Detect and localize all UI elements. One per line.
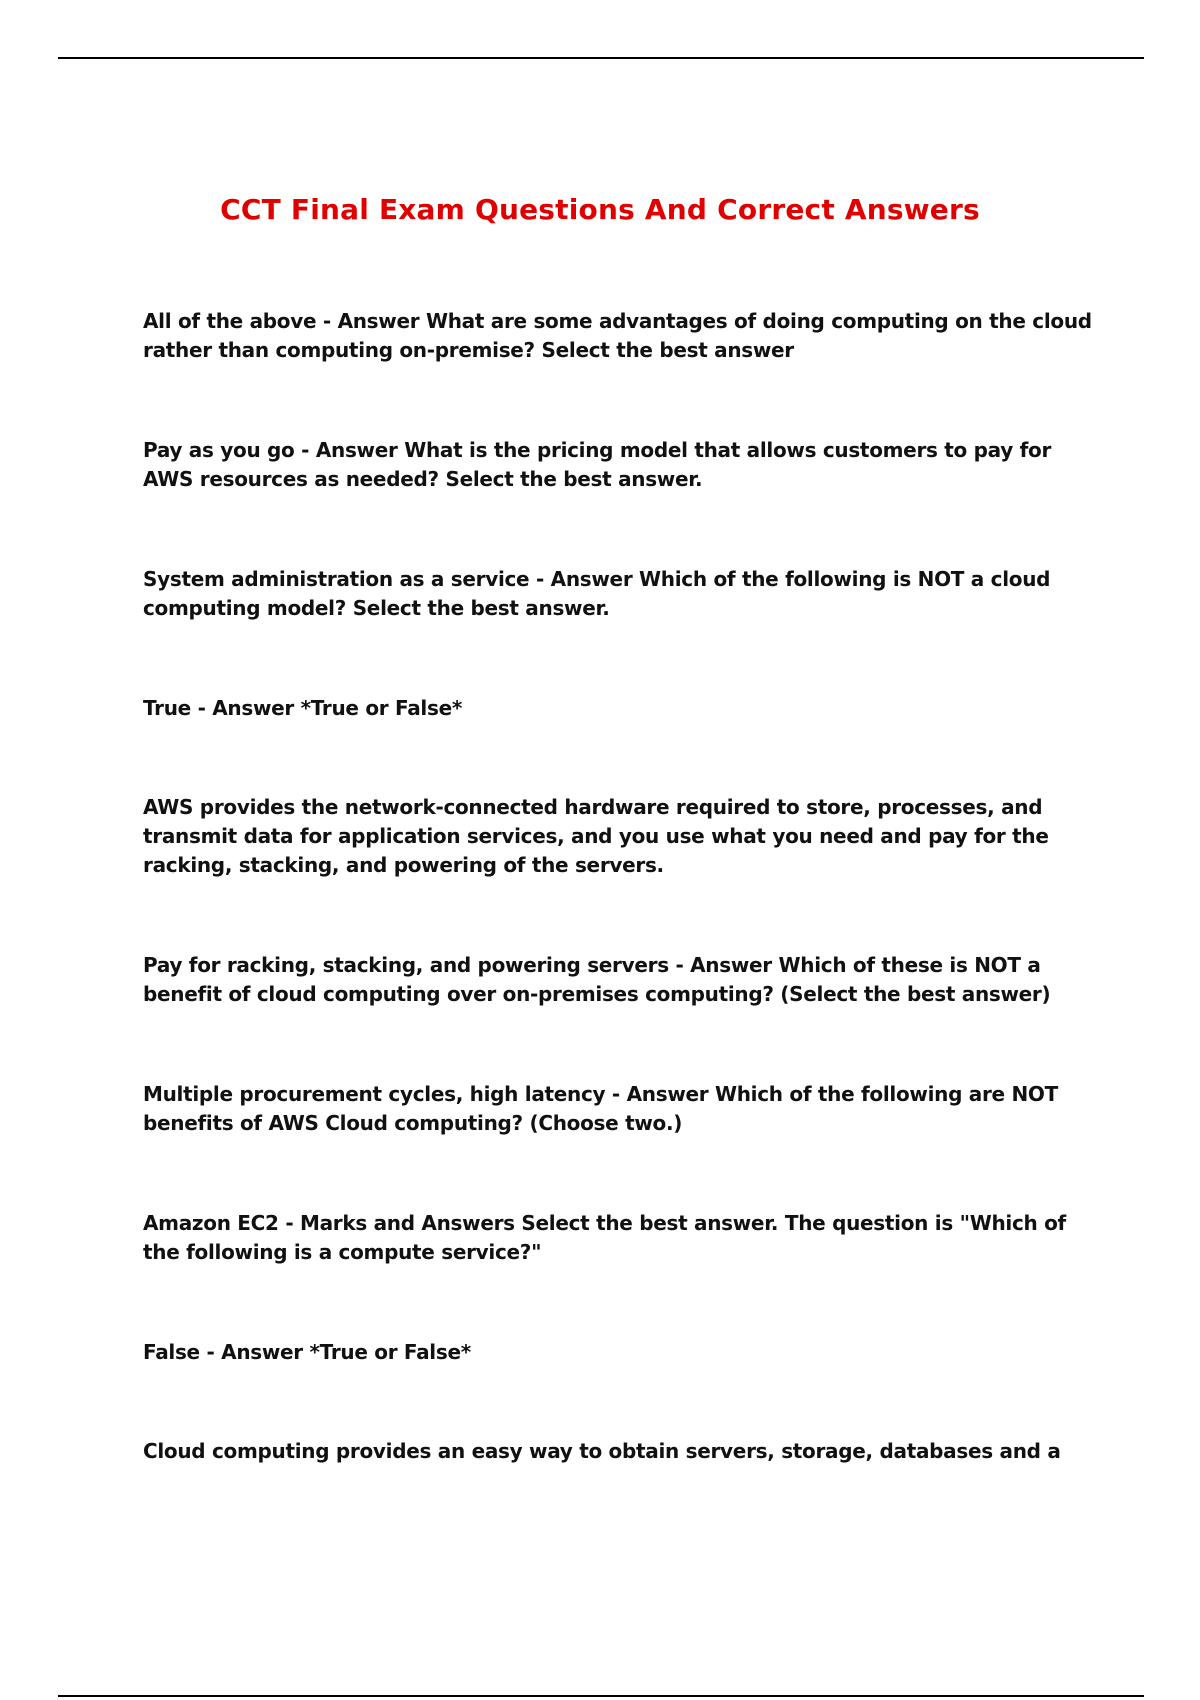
- footer-rule: [58, 1695, 1144, 1697]
- qa-paragraph: Cloud computing provides an easy way to obtain servers, storage, databases and a: [143, 1439, 1061, 1463]
- qa-paragraph: True - Answer *True or False*: [143, 696, 462, 720]
- qa-paragraph: False - Answer *True or False*: [143, 1340, 471, 1364]
- qa-paragraph: Pay for racking, stacking, and powering servers - Answer Which of these is NOT a benefit of cloud computing over on-premises computing? (Select the best answer): [143, 953, 1051, 1006]
- qa-paragraph: All of the above - Answer What are some advantages of doing computing on the cloud rather than computing on-premise? Select the best answer: [143, 309, 1092, 362]
- header-rule: [58, 57, 1144, 59]
- qa-paragraph: AWS provides the network-connected hardware required to store, processes, and transmit data for application services, and you use what you need and pay for the racking, stacking, and powering of the servers.: [143, 795, 1049, 877]
- qa-paragraph: Pay as you go - Answer What is the pricing model that allows customers to pay for AWS resources as needed? Select the best answer.: [143, 438, 1052, 491]
- page-title: CCT Final Exam Questions And Correct Answers: [220, 193, 980, 226]
- qa-paragraph: Amazon EC2 - Marks and Answers Select the best answer. The question is "Which of the following is a compute service?": [143, 1211, 1066, 1264]
- qa-paragraph: Multiple procurement cycles, high latency - Answer Which of the following are NOT benefits of AWS Cloud computing? (Choose two.): [143, 1082, 1058, 1135]
- qa-paragraph: System administration as a service - Answer Which of the following is NOT a cloud computing model? Select the best answer.: [143, 567, 1051, 620]
